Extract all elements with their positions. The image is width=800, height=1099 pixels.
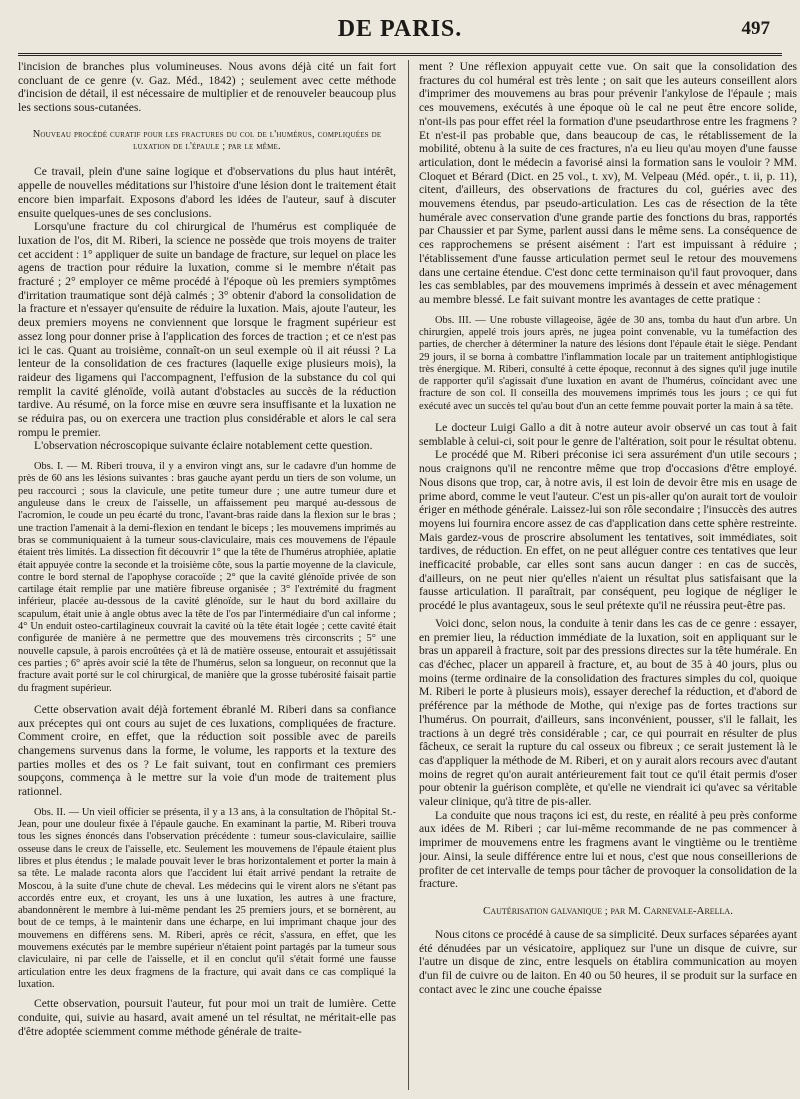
section-heading: Cautérisation galvanique ; par M. Carnevale-Arella. (483, 904, 733, 917)
page-number: 497 (741, 18, 770, 39)
section-heading: Nouveau procédé curatif pour les fractures du col de l'humérus, compliquées de luxation de l'épaule ; par le même. (32, 128, 382, 153)
paragraph: Cette observation, poursuit l'auteur, fut pour moi un trait de lumière. Cette conduite, qui, suivie au hasard, avait amené un tel résultat, ne méritait-elle pas d'être adoptée sciemment comme méthode générale de traite- (18, 997, 396, 1038)
paragraph: Le procédé que M. Riberi préconise ici sera assurément d'un utile secours ; nous craignons qu'il ne rencontre même que trop d'occasions d'être employé. Nous disons que trop, car, à notre avis, il est loin de devoir être mis en usage de prime abord, comme le veut l'auteur. C'est un pis-aller qu'on aurait tort de vouloir ériger en méthode générale. Laissez-lui son rôle secondaire ; l'insuccès des autres moyens lui fournira encore assez de cas d'application dans cette sphère restreinte. Mais gardez-vous de proscrire absolument les tentatives, soit immédiates, soit tardives, de réduction. En effet, on ne peut alléguer contre ces tentatives que leur inefficacité probable, car elles sont sans aucun danger : en cas de succès, d'ailleurs, on ne peut nier qu'elles n'aient un résultat plus satisfaisant que la fausse articulation. Il paraîtrait, par conséquent, peu logique de négliger le procédé le plus avantageux, sous le seul prétexte qu'il ne réussira peut-être pas. (419, 448, 797, 613)
paragraph: Cette observation avait déjà fortement ébranlé M. Riberi dans sa confiance aux préceptes qui ont cours au sujet de ces luxations, compliquées de fracture. Comment croire, en effet, que la réduction soit possible avec de pareils changemens survenus dans la forme, le volume, les rapports et la texture des parties molles et des os ? Le fait suivant, tout en confirmant ces premiers soupçons, commença à le mettre sur la voie d'un mode de traitement plus rationnel. (18, 702, 396, 799)
left-column (18, 60, 396, 1090)
observation-paragraph: Obs. II. — Un vieil officier se présenta, il y a 13 ans, à la consultation de l'hôpital St.-Jean, pour une douleur fixée à l'épaule gauche. En examinant la partie, M. Riberi trouva tous les signes énoncés dans l'observation précédente : tumeur sous-claviculaire, saillie osseuse dans le creux de l'aisselle, etc. Seulement les mouvemens de l'épaule étaient plus libres et plus étendus ; le malade pouvait lever le bras horizontalement et porter la main à sa tête. Le malade raconta alors que l'accident lui était arrivé pendant la retraite de Moscou, à la suite d'une chute de cheval. Les médecins qui le virent alors ne s'étant pas accordés entre eux, et croyant, les uns à une luxation, les autres à une fracture, abandonnèrent le membre à lui-même pendant les 25 premiers jours, et se bornèrent, au bout de ce temps, à le maintenir dans une écharpe, en lui imprimant chaque jour des mouvemens en différens sens. M. Riberi, après ce récit, s'assura, en effet, que les mouvemens exécutés par le membre supérieur n'étaient point partagés par la tumeur sous claviculaire, ni par celle de l'aisselle, et il en conclut qu'il s'était formé une fausse articulation entre les deux fragmens de la fracture, qui avait dans ce cas compliqué la luxation. (18, 806, 396, 990)
paragraph: L'observation nécroscopique suivante éclaire notablement cette question. (34, 439, 373, 453)
paragraph: l'incision de branches plus volumineuses. Nous avons déjà cité un fait fort concluant de ce genre (v. Gaz. Méd., 1842) ; seulement avec cette méthode d'incision de détail, il est nécessaire de multiplier et de renouveler beaucoup plus les sections sous-cutanées. (18, 60, 396, 115)
observation-paragraph: Obs. III. — Une robuste villageoise, âgée de 30 ans, tomba du haut d'un arbre. Un chirurgien, appelé trois jours après, ne jugea point convenable, vu la tuméfaction des parties, de chercher à déterminer la nature des lésions dont l'épaule était le siège. Pendant 29 jours, il se borna à combattre l'inflammation locale par un traitement antiphlogistique très énergique. M. Riberi, consulté à cette époque, reconnut à des signes qu'il juge inutile de rapporter qu'il s'agissait d'une luxation en avant de l'humérus, coïncidant avec une fracture de son col. Il conseilla des mouvemens imprimés tous les jours ; ce qui fut exécuté avec un succès tel qu'au bout d'un an cette femme pouvait porter la main à sa tête. (419, 314, 797, 412)
paragraph: La conduite que nous traçons ici est, du reste, en réalité à peu près conforme aux idées de M. Riberi ; car lui-même recommande de ne pas commencer à imprimer de mouvemens entre les fragmens avant le vingtième ou le trentième jour. Ainsi, la seule différence entre lui et nous, c'est que nous conseillerions de profiter de cet intervalle de temps pour tâcher de provoquer la consolidation de la fracture. (419, 808, 797, 891)
paragraph: Lorsqu'une fracture du col chirurgical de l'humérus est compliquée de luxation de l'os, dit M. Riberi, la science ne possède que trois moyens de traiter cet accident : 1° appliquer de suite un bandage de fracture, sur lequel on place les agens de traction pour réduire la luxation, comme si le membre n'était pas fracturé ; 2° employer ce même procédé à l'époque où les premiers symptômes d'irritation traumatique sont déjà calmés ; 3° obtenir d'abord la consolidation de la fracture et n'essayer qu'ensuite de réduire la luxation. Mais, ajoute l'auteur, les deux premiers moyens ne conviennent que lorsque le fragment supérieur est assez long pour donner prise à l'application des forces de traction ; et ce n'est pas ici le cas. Quant au troisième, connaît-on un seul exemple où il ait réussi ? La lenteur de la consolidation de ces fractures (laquelle exige plusieurs mois), la raideur des ligamens qui l'accompagnent, l'effusion de la substance du col qui remplit la cavité glénoïde, voilà autant d'obstacles au succès de la réduction tardive. Au résumé, on la force mise en œuvre sera insuffisante et la luxation ne se réduira pas, ou on exercera une traction plus considérable et alors le cal sera rompu le premier. (18, 220, 396, 439)
paragraph: Ce travail, plein d'une saine logique et d'observations du plus haut intérêt, appelle de nouvelles méditations sur l'histoire d'une lésion dont le traitement était encore bien imparfait. Exposons d'abord les idées de l'auteur, sauf à discuter ensuite quelques-unes de ses conclusions. (18, 165, 396, 220)
header-rule (18, 53, 782, 56)
paragraph: Le docteur Luigi Gallo a dit à notre auteur avoir observé un cas tout à fait semblable à celui-ci, soit pour le genre de l'altération, soit pour le résultat obtenu. (419, 421, 797, 448)
column-divider (408, 60, 409, 1090)
observation-paragraph: Obs. I. — M. Riberi trouva, il y a environ vingt ans, sur le cadavre d'un homme de près de 60 ans les lésions suivantes : bras gauche ayant perdu un tiers de son volume, un peu raccourci ; sous la clavicule, une petite tumeur dure ; une autre tumeur dure et anguleuse dans le creux de l'aisselle, un affaissement peu marqué au-dessous de l'acromion, le coude un peu écarté du tronc, l'avant-bras raide dans la flexion sur le bras ; une traction l'amenait à la demi-flexion en tendant le biceps ; les mouvemens imprimés au bras se communiquaient à la tumeur sous-claviculaire, mais ces mouvemens de l'épaule étaient très limités. La dissection fit découvrir 1° que la tête de l'humérus atrophiée, aplatie était appuyée contre la seconde et la troisième côte, sous la partie moyenne de la clavicule, contre le bord sternal de l'apophyse coracoïde ; 2° que la cavité glénoïde privée de son cartilage était remplie par une matière fibreuse organisée ; 3° l'extrémité du fragment inférieur, placée au-dessous de la cavité glénoïde, sur le haut du bord axillaire du scapulum, était unie à angle obtus avec la tête de l'os par l'intermédiaire d'un cal informe ; 4° Un enduit osteo-cartilagineux couvrait la cavité où la tête était logée ; cette cavité était configurée de manière à ne permettre que des mouvemens très circonscrits ; 5° une nouvelle capsule, à parois encroûtées çà et là de matière osseuse, entourait et assujétissait ces parties ; 6° après avoir scié la tête de l'humérus, selon sa longueur, on reconnut que la fracture avait porté sur le col chirurgical, de manière que la grosse tubérosité faisait partie du fragment supérieur. (18, 461, 396, 694)
paragraph: ment ? Une réflexion appuyait cette vue. On sait que la consolidation des fractures du col huméral est très lente ; on sait que les auteurs conseillent alors d'imprimer des mouvemens au bras pour prévenir l'ankylose de l'épaule ; mais ces mouvemens, exécutés à une époque où le cal ne peut être encore solide, n'ont-ils pas pour effet réel la formation d'une pseudarthrose entre les fragmens ? Et n'est-il pas probable que, dans beaucoup de cas, le rétablissement de la mobilité, obtenu à la suite de ces fractures, n'a eu lieu qu'au moyen d'une fausse articulation, dont le médecin a favorisé ainsi la formation sans le vouloir ? MM. Cloquet et Bérard (Dict. en 25 vol., t. xv), M. Velpeau (Méd. opér., t. ii, p. 11), citent, d'ailleurs, des observations de fractures du col, guéries avec des mouvemens étendus, par pseudo-articulation. Les cas de résection de la tête humérale avec conservation d'une grande partie des fonctions du bras, rapportés par Chaussier et par Syme, parlent aussi dans le même sens. La conséquence de ces rapprochemens se présent aisément : l'art est impuissant à réduire ; l'établissement d'une fausse articulation permet seul le retour des mouvemens dans une certaine étendue. C'est donc cette terminaison qu'il faut provoquer, dans les cas semblables, par des mouvemens imprimés à dessein et avec ménagement au membre blessé. Le fait suivant montre les avantages de cette pratique : (419, 60, 797, 306)
paragraph: Nous citons ce procédé à cause de sa simplicité. Deux surfaces séparées ayant été dénudées par un vésicatoire, appliquez sur l'une un disque de cuivre, sur l'autre un disque de zinc, entre lesquels on établira communication au moyen d'un fil de cuivre ou de laiton. En 40 ou 50 heures, il se produit sur la surface en contact avec le zinc une couche épaisse (419, 927, 797, 996)
right-column (419, 60, 797, 1090)
paragraph: Voici donc, selon nous, la conduite à tenir dans les cas de ce genre : essayer, en premier lieu, la réduction immédiate de la luxation, soit en appliquant sur le bras un appareil à fracture, soit par des pressions directes sur la tête humérale. En cas d'échec, placer un appareil à fracture, et, au bout de 35 à 40 jours, plus ou moins (terme ordinaire de la consolidation des fractures simples du col, quoique M. Riberi le porte à plusieurs mois), essayer derechef la réduction, et d'abord de préférence par la méthode de Mothe, qui n'exige pas de fortes tractions sur l'humérus. On pourrait, d'ailleurs, sans inconvénient, pousser, s'il le fallait, les tractions à un degré très considérable ; car, ce qui pourrait en résulter de plus fâcheux, ce serait la rupture du cal osseux ou fibreux ; ce serait justement là le cas d'appliquer la méthode de M. Riberi, et on y aurait alors recours avec d'autant moins de regret qu'on aurait antérieurement fait tout ce qu'il était permis d'oser pour obtenir la guérison complète, et qu'elle ne viendrait ici qu'avec sa véritable valeur clinique, qu'à titre de pis-aller. (419, 616, 797, 809)
page-header (0, 14, 800, 44)
running-title: DE PARIS. (337, 16, 463, 42)
